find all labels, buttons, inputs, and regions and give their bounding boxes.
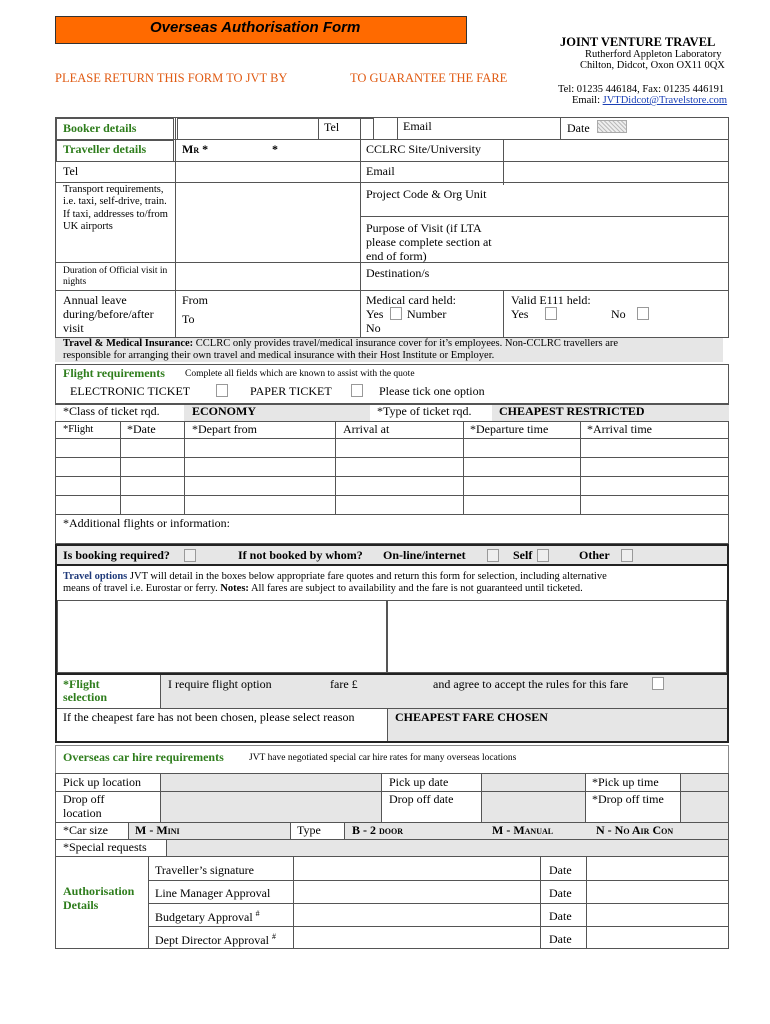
- guarantee-fare-text: TO GUARANTEE THE FARE: [350, 71, 508, 85]
- pickup-location-label: Pick up location: [63, 775, 141, 789]
- type-of-ticket-label: *Type of ticket rqd.: [377, 404, 472, 418]
- form-title: Overseas Authorisation Form: [150, 19, 361, 36]
- grid-line: [55, 161, 729, 162]
- grid-line: [580, 422, 581, 515]
- annual-leave-label: Annual leave during/before/after visit: [63, 293, 154, 335]
- budgetary-approval-field[interactable]: [294, 904, 540, 926]
- car-hire-heading: Overseas car hire requirements: [63, 750, 224, 764]
- grid-line: [560, 117, 561, 139]
- additional-flights-label: *Additional flights or information:: [63, 516, 230, 530]
- grid-line: [55, 495, 729, 496]
- medical-card-label: Medical card held:: [366, 293, 456, 307]
- company-email-line: [572, 95, 727, 107]
- company-phone: Tel: 01235 446184, Fax: 01235 446191: [558, 84, 725, 95]
- pickup-date-label: Pick up date: [389, 775, 449, 789]
- e111-no-checkbox[interactable]: [637, 307, 649, 320]
- medical-yes-checkbox[interactable]: [390, 307, 402, 320]
- car-hire-note: JVT have negotiated special car hire rates for many overseas locations: [249, 753, 517, 763]
- other-label: Other: [579, 548, 610, 562]
- duration-label: Duration of Official visit in nights: [63, 266, 168, 288]
- dropoff-date-label: Drop off date: [389, 792, 454, 806]
- booked-by-whom-label: If not booked by whom?: [238, 548, 363, 562]
- e111-no-label: No: [611, 307, 626, 321]
- insurance-notice-line1: [63, 338, 618, 350]
- dept-director-approval-label: [155, 933, 276, 947]
- grid-line: [360, 117, 361, 338]
- medical-number-label: Number: [407, 307, 447, 321]
- company-email-link[interactable]: JVTDidcot@Travelstore.com: [602, 95, 728, 106]
- agree-rules-label: and agree to accept the rules for this fare: [433, 677, 629, 691]
- grid-line: [335, 422, 336, 515]
- col-arrival-time-header: *Arrival time: [587, 422, 652, 436]
- traveller-email-label: Email: [366, 164, 395, 178]
- cheapest-reason-label: If the cheapest fare has not been chosen, please select reason: [63, 710, 355, 724]
- dropoff-time-label: *Drop off time: [592, 792, 664, 806]
- traveller-title-mr: Mr *: [182, 142, 209, 156]
- travel-option-box-2[interactable]: [387, 600, 727, 673]
- travel-option-box-1[interactable]: [57, 600, 387, 673]
- special-requests-field[interactable]: [167, 840, 728, 856]
- project-code-label: Project Code & Org Unit: [366, 187, 487, 201]
- line-manager-date-label: Date: [549, 886, 572, 900]
- booker-tel-label: Tel: [324, 120, 340, 134]
- paper-ticket-label: PAPER TICKET: [250, 384, 332, 398]
- fare-label: fare £: [330, 677, 358, 691]
- traveller-details-label: Traveller details: [63, 142, 147, 156]
- col-arrival-header: Arrival at: [343, 422, 390, 436]
- booker-details-label: Booker details: [63, 121, 137, 135]
- dropoff-location-label: Drop off location: [63, 792, 105, 820]
- leave-to-label: To: [182, 312, 195, 326]
- destination-label: Destination/s: [366, 266, 430, 280]
- dept-director-date-label: Date: [549, 932, 572, 946]
- self-label: Self: [513, 548, 533, 562]
- col-flight-header: *Flight: [63, 424, 94, 435]
- company-address1: Rutherford Appleton Laboratory: [585, 49, 722, 60]
- grid-line: [55, 438, 729, 439]
- car-type-label: Type: [297, 823, 321, 837]
- booking-required-checkbox[interactable]: [184, 549, 196, 562]
- grid-line: [481, 773, 482, 822]
- budgetary-date-label: Date: [549, 909, 572, 923]
- booker-email-label: Email: [403, 119, 432, 133]
- car-size-value[interactable]: M - Mini: [135, 823, 180, 837]
- grid-line: [290, 822, 291, 839]
- agree-rules-checkbox[interactable]: [652, 677, 664, 690]
- booker-date-field[interactable]: [597, 120, 627, 133]
- col-depart-header: *Depart from: [192, 422, 257, 436]
- company-name: JOINT VENTURE TRAVEL: [560, 35, 716, 49]
- cclrc-site-label: CCLRC Site/University: [366, 142, 482, 156]
- flight-requirements-note: Complete all fields which are known to assist with the quote: [185, 369, 415, 379]
- car-size-label: *Car size: [63, 823, 108, 837]
- grid-line: [463, 422, 464, 515]
- grid-line: [680, 773, 681, 822]
- insurance-notice-text1: CCLRC only provides travel/medical insurance cover for it’s employees. Non-CCLRC travellers are: [193, 338, 619, 349]
- online-internet-label: On-line/internet: [383, 548, 466, 562]
- class-of-ticket-label: *Class of ticket rqd.: [63, 404, 160, 418]
- travel-options-text2b: All fares are subject to availability and the fare is not guaranteed until ticketed.: [248, 583, 583, 594]
- grid-line: [160, 675, 161, 708]
- grid-line: [55, 476, 729, 477]
- travel-options-line2: [63, 583, 583, 595]
- budgetary-approval-text: Budgetary Approval: [155, 910, 253, 924]
- grid-line: [120, 422, 121, 515]
- pickup-time-field[interactable]: [680, 774, 728, 822]
- electronic-ticket-checkbox[interactable]: [216, 384, 228, 397]
- transport-requirements-label: Transport requirements, i.e. taxi, self-drive, train. If taxi, addresses to/from UK airports: [63, 184, 168, 233]
- cheapest-fare-chosen[interactable]: CHEAPEST FARE CHOSEN: [395, 710, 548, 724]
- require-flight-option-label: I require flight option: [168, 677, 272, 691]
- insurance-notice-line2: responsible for arranging their own travel and medical insurance with their Host Institute or Employer.: [63, 350, 495, 361]
- col-departure-time-header: *Departure time: [470, 422, 549, 436]
- grid-line: [381, 773, 382, 822]
- dept-director-approval-field[interactable]: [294, 927, 540, 948]
- authorisation-details-label: Authorisation Details: [63, 884, 135, 912]
- special-requests-label: *Special requests: [63, 840, 147, 854]
- grid-line: [503, 290, 504, 338]
- e111-yes-label: Yes: [511, 307, 529, 321]
- grid-line: [55, 290, 729, 291]
- tick-one-option-label: Please tick one option: [379, 384, 485, 398]
- travellers-signature-field[interactable]: [294, 858, 540, 880]
- pickup-date-field[interactable]: [481, 774, 585, 822]
- grid-line: [318, 117, 319, 139]
- insurance-notice-heading: Travel & Medical Insurance:: [63, 338, 194, 349]
- travel-options-heading: Travel options: [63, 571, 128, 582]
- e111-yes-checkbox[interactable]: [545, 307, 557, 320]
- flight-selection-label2: selection: [63, 690, 107, 704]
- flight-requirements-heading: Flight requirements: [63, 366, 165, 380]
- grid-line: [160, 773, 161, 822]
- car-doors-value[interactable]: B - 2 door: [352, 823, 403, 837]
- dept-director-approval-mark: #: [271, 932, 276, 941]
- pickup-time-label: *Pick up time: [592, 775, 659, 789]
- grid-line: [128, 822, 129, 839]
- budgetary-approval-label: [155, 910, 260, 924]
- travel-options-line1: [63, 571, 607, 583]
- online-internet-checkbox[interactable]: [487, 549, 499, 562]
- class-of-ticket-value[interactable]: ECONOMY: [192, 404, 256, 418]
- line-manager-approval-label: Line Manager Approval: [155, 886, 271, 900]
- booking-required-label: Is booking required?: [63, 548, 170, 562]
- grid-line: [55, 182, 729, 183]
- grid-line: [585, 773, 586, 822]
- pickup-location-field[interactable]: [161, 774, 381, 822]
- flight-selection-label1: *Flight: [63, 677, 100, 691]
- travellers-signature-label: Traveller’s signature: [155, 863, 254, 877]
- signature-date-label: Date: [549, 863, 572, 877]
- medical-yes-label: Yes: [366, 307, 384, 321]
- paper-ticket-checkbox[interactable]: [351, 384, 363, 397]
- dept-director-approval-text: Dept Director Approval: [155, 933, 269, 947]
- travel-options-text2a: means of travel i.e. Eurostar or ferry.: [63, 583, 221, 594]
- travel-options-text1: JVT will detail in the boxes below appropriate fare quotes and return this form for selection, including alternative: [127, 571, 607, 582]
- medical-no-label: No: [366, 321, 381, 335]
- grid-line: [344, 822, 345, 839]
- grid-line: [503, 139, 504, 185]
- traveller-tel-label: Tel: [63, 164, 79, 178]
- return-by-text: PLEASE RETURN THIS FORM TO JVT BY: [55, 71, 288, 85]
- grid-line: [397, 117, 398, 139]
- grid-line: [55, 514, 729, 515]
- company-email-label: Email:: [572, 95, 603, 106]
- self-checkbox[interactable]: [537, 549, 549, 562]
- traveller-name-asterisk: *: [272, 142, 278, 156]
- grid-line: [175, 117, 176, 338]
- grid-line: [387, 709, 388, 741]
- car-transmission-value[interactable]: M - Manual: [492, 823, 554, 837]
- type-of-ticket-value[interactable]: CHEAPEST RESTRICTED: [499, 404, 645, 418]
- other-checkbox[interactable]: [621, 549, 633, 562]
- line-manager-approval-field[interactable]: [294, 881, 540, 903]
- purpose-of-visit-label: Purpose of Visit (if LTA please complete section at end of form): [366, 221, 492, 263]
- car-aircon-value[interactable]: N - No Air Con: [596, 823, 674, 837]
- grid-line: [184, 422, 185, 515]
- col-date-header: *Date: [127, 422, 156, 436]
- company-address2: Chilton, Didcot, Oxon OX11 0QX: [580, 60, 725, 71]
- leave-from-label: From: [182, 293, 209, 307]
- grid-line: [55, 139, 729, 140]
- budgetary-approval-mark: #: [255, 909, 260, 918]
- booker-name-input[interactable]: [177, 118, 374, 140]
- e111-label: Valid E111 held:: [511, 293, 591, 307]
- booker-date-label: Date: [567, 121, 590, 135]
- grid-line: [360, 216, 729, 217]
- travel-options-notes: Notes:: [220, 583, 249, 594]
- electronic-ticket-label: ELECTRONIC TICKET: [70, 384, 191, 398]
- grid-line: [55, 457, 729, 458]
